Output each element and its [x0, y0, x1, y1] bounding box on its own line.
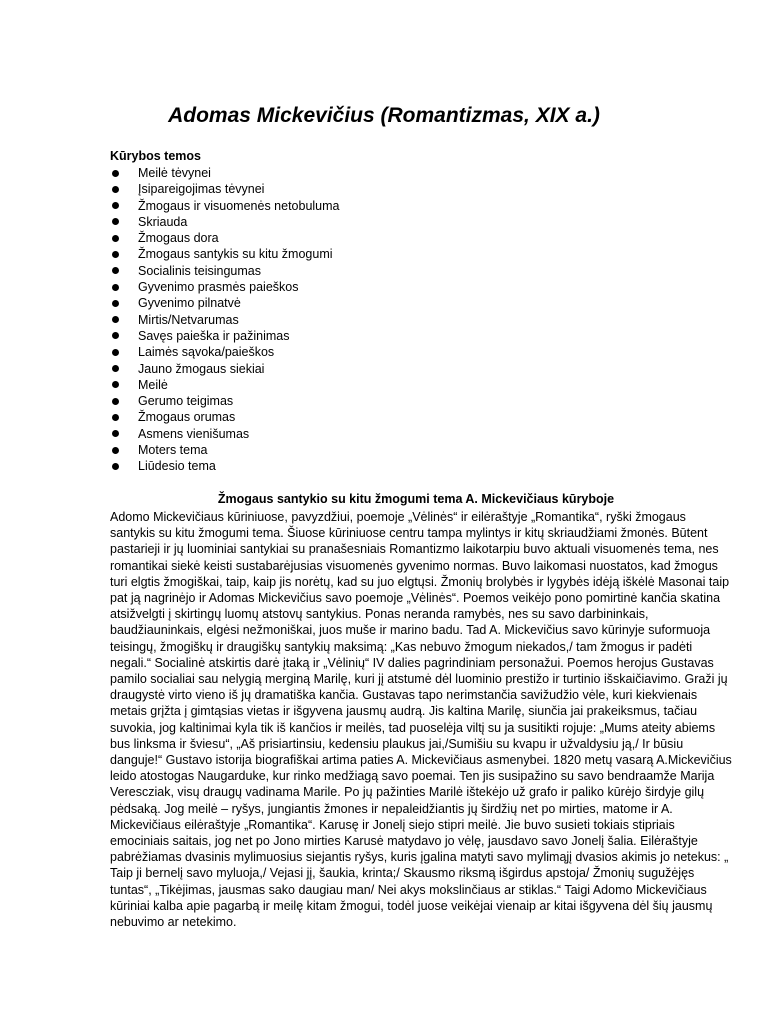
topic-item [110, 246, 340, 262]
bullet-icon [112, 284, 119, 291]
topic-label: Gyvenimo pilnatvė [138, 296, 241, 311]
topic-label: Meilė [138, 377, 168, 392]
topic-item [110, 312, 340, 328]
topic-label: Meilė tėvynei [138, 166, 211, 180]
topic-label: Įsipareigojimas tėvynei [138, 182, 265, 197]
topic-item [110, 442, 340, 458]
topic-item [110, 426, 340, 442]
bullet-icon [112, 365, 119, 372]
topic-item [110, 377, 340, 393]
bullet-icon [112, 349, 119, 356]
topic-item [110, 198, 340, 214]
topic-label: Gyvenimo prasmės paieškos [138, 280, 299, 295]
topic-label: Moters tema [138, 443, 208, 458]
topic-item [110, 279, 340, 295]
essay-title: Žmogaus santykio su kitu žmogumi tema A. Mickevičiaus kūryboje [217, 492, 615, 506]
topic-item [110, 295, 340, 311]
bullet-icon [112, 463, 119, 470]
topic-item [110, 344, 340, 360]
topic-item [110, 181, 340, 197]
bullet-icon [112, 267, 119, 274]
bullet-icon [112, 447, 119, 454]
topics-list [110, 165, 340, 475]
topic-label: Žmogaus ir visuomenės netobuluma [138, 198, 340, 213]
bullet-icon [112, 202, 119, 209]
topic-label: Skriauda [138, 214, 188, 229]
bullet-icon [112, 170, 119, 177]
topic-label: Žmogaus dora [138, 231, 219, 246]
topic-label: Asmens vienišumas [138, 426, 250, 441]
topic-item [110, 214, 340, 230]
topic-label: Laimės sąvoka/paieškos [138, 345, 275, 360]
bullet-icon [112, 300, 119, 307]
bullet-icon [112, 414, 119, 421]
bullet-icon [112, 218, 119, 225]
topic-item [110, 458, 340, 474]
topic-item [110, 409, 340, 425]
essay-body: Adomo Mickevičiaus kūriniuose, pavyzdžiui, poemoje „Vėlinės“ ir eilėraštyje „Romantika“, ryški žmogaus santykis su kitu žmogumi tema. Šiuose kūriniuose centru tampa mylintys ir kitų skriaudžiami žmonės. Būtent pastarieji ir jų luominiai santykiai su pranašesniais Romantizmo laikotarpiu buvo aktuali visuomenės tema, nes romantikai siekė keisti sustabarėjusias visuomenės gyvenimo normas. Buvo laikomasi nuostatos, kad žmogus turi elgtis žmogiškai, taip, kaip jis norėtų, kad su juo elgtųsi. Žmonių brolybės ir lygybės idėją iškėlė Masonai taip pat ją nagrinėjo ir Adomas Mickevičius savo poemoje „Vėlinės“. Poemos veikėjo pono pomirtinė kančia skatina atsižvelgti į skirtingų luomų atstovų santykius. Ponas neranda ramybės, nes su savo darbininkais, baudžiauninkais, elgėsi nežmoniškai, juos muše ir marino badu. Tad A. Mickevičius savo kūrinyje suformuoja teisingų, žmogiškų ir draugiškų santykių maksimą: „Kas nebuvo žmogum niekados,/ tam žmogus ir padėti negali.“ Socialinė atskirtis darė įtaką ir „Vėlinių“ IV dalies pagrindiniam personažui. Poemos herojus Gustavas pamilo socialiai sau nelygią merginą Marilę, kuri jį atstumė dėl luominio prestižo ir turtinio išskaičiavimo. Graži jų draugystė virto vieno iš jų dramatiška kančia. Gustavas tapo nerimstančia savižudžio vėle, kuri kiekvienais metais grįžta į gimtąsias vietas ir išgyvena jausmų audrą. Jis kaltina Marilę, siunčia jai prakeiksmus, tačiau suvokia, jog kaltinimai kyla tik iš kančios ir meilės, tad puoselėja viltį su ja susitikti rojuje: „Mums ateity abiems bus linksma ir šviesu“, „Aš prisiartinsiu, kedensiu plaukus jai,/Sumišiu su kvapu ir užvaldysiu ją,/ Ir būsiu danguje!“ Gustavo istorija biografiškai artima paties A. Mickevičiaus asmenybei. 1820 metų vasarą A.Mickevičius leido atostogas Naugarduke, kur rinko medžiagą savo poemai. Ten jis susipažino su savo bendraamže Marija Verescziak, visų draugų vadinama Marile. Po jų pažinties Marilė ištekėjo už grafo ir paliko kūrėjo širdyje gilų pėdsaką. Jog meilė – ryšys, jungiantis žmones ir nepaleidžiantis jų širdžių net po mirties, matome ir A. Mickevičiaus eilėraštyje „Romantika“. Karusę ir Jonelį siejo stipri meilė. Jie buvo susieti tokiais stipriais emociniais saitais, jog net po Jono mirties Karusė matydavo jo vėlę, jausdavo savo Jonelį šalia. Eilėraštyje pabrėžiamas dvasinis mylimuosius siejantis ryšys, kuris įgalina matyti savo mylimąjį dvasios akimis jo netekus: „ Taip ji bernelį savo myluoja,/ Vejasi jį, šaukia, krinta;/ Skausmo riksmą išgirdus apstoja/ Žmonių sugužėjęs tuntas“, „Tikėjimas, jausmas sako daugiau man/ Nei akys mokslinčiaus ar stiklas.“ Taigi Adomo Mickevičiaus kūriniai kalba apie pagarbą ir meilę kitam žmogui, todėl juose veikėjai vienaip ar kitai išgyvena dėl šių jausmų nebuvimo ar netekimo. [110, 510, 732, 930]
topic-item [110, 263, 340, 279]
topic-label: Liūdesio tema [138, 459, 216, 474]
topic-item [110, 230, 340, 246]
bullet-icon [112, 332, 119, 339]
document-title: Adomas Mickevičius (Romantizmas, XIX a.) [168, 104, 600, 127]
topic-label: Gerumo teigimas [138, 394, 234, 409]
bullet-icon [112, 251, 119, 258]
bullet-icon [112, 430, 119, 437]
bullet-icon [112, 381, 119, 388]
topic-item [110, 165, 340, 181]
topic-label: Mirtis/Netvarumas [138, 312, 239, 327]
topic-item [110, 393, 340, 409]
topic-item [110, 361, 340, 377]
bullet-icon [112, 235, 119, 242]
topics-heading: Kūrybos temos [110, 149, 201, 163]
topic-label: Jauno žmogaus siekiai [138, 361, 265, 376]
bullet-icon [112, 316, 119, 323]
topic-label: Socialinis teisingumas [138, 263, 261, 278]
topic-item [110, 328, 340, 344]
bullet-icon [112, 186, 119, 193]
topic-label: Žmogaus orumas [138, 410, 236, 425]
topic-label: Savęs paieška ir pažinimas [138, 328, 290, 343]
topic-label: Žmogaus santykis su kitu žmogumi [138, 247, 333, 262]
bullet-icon [112, 398, 119, 405]
